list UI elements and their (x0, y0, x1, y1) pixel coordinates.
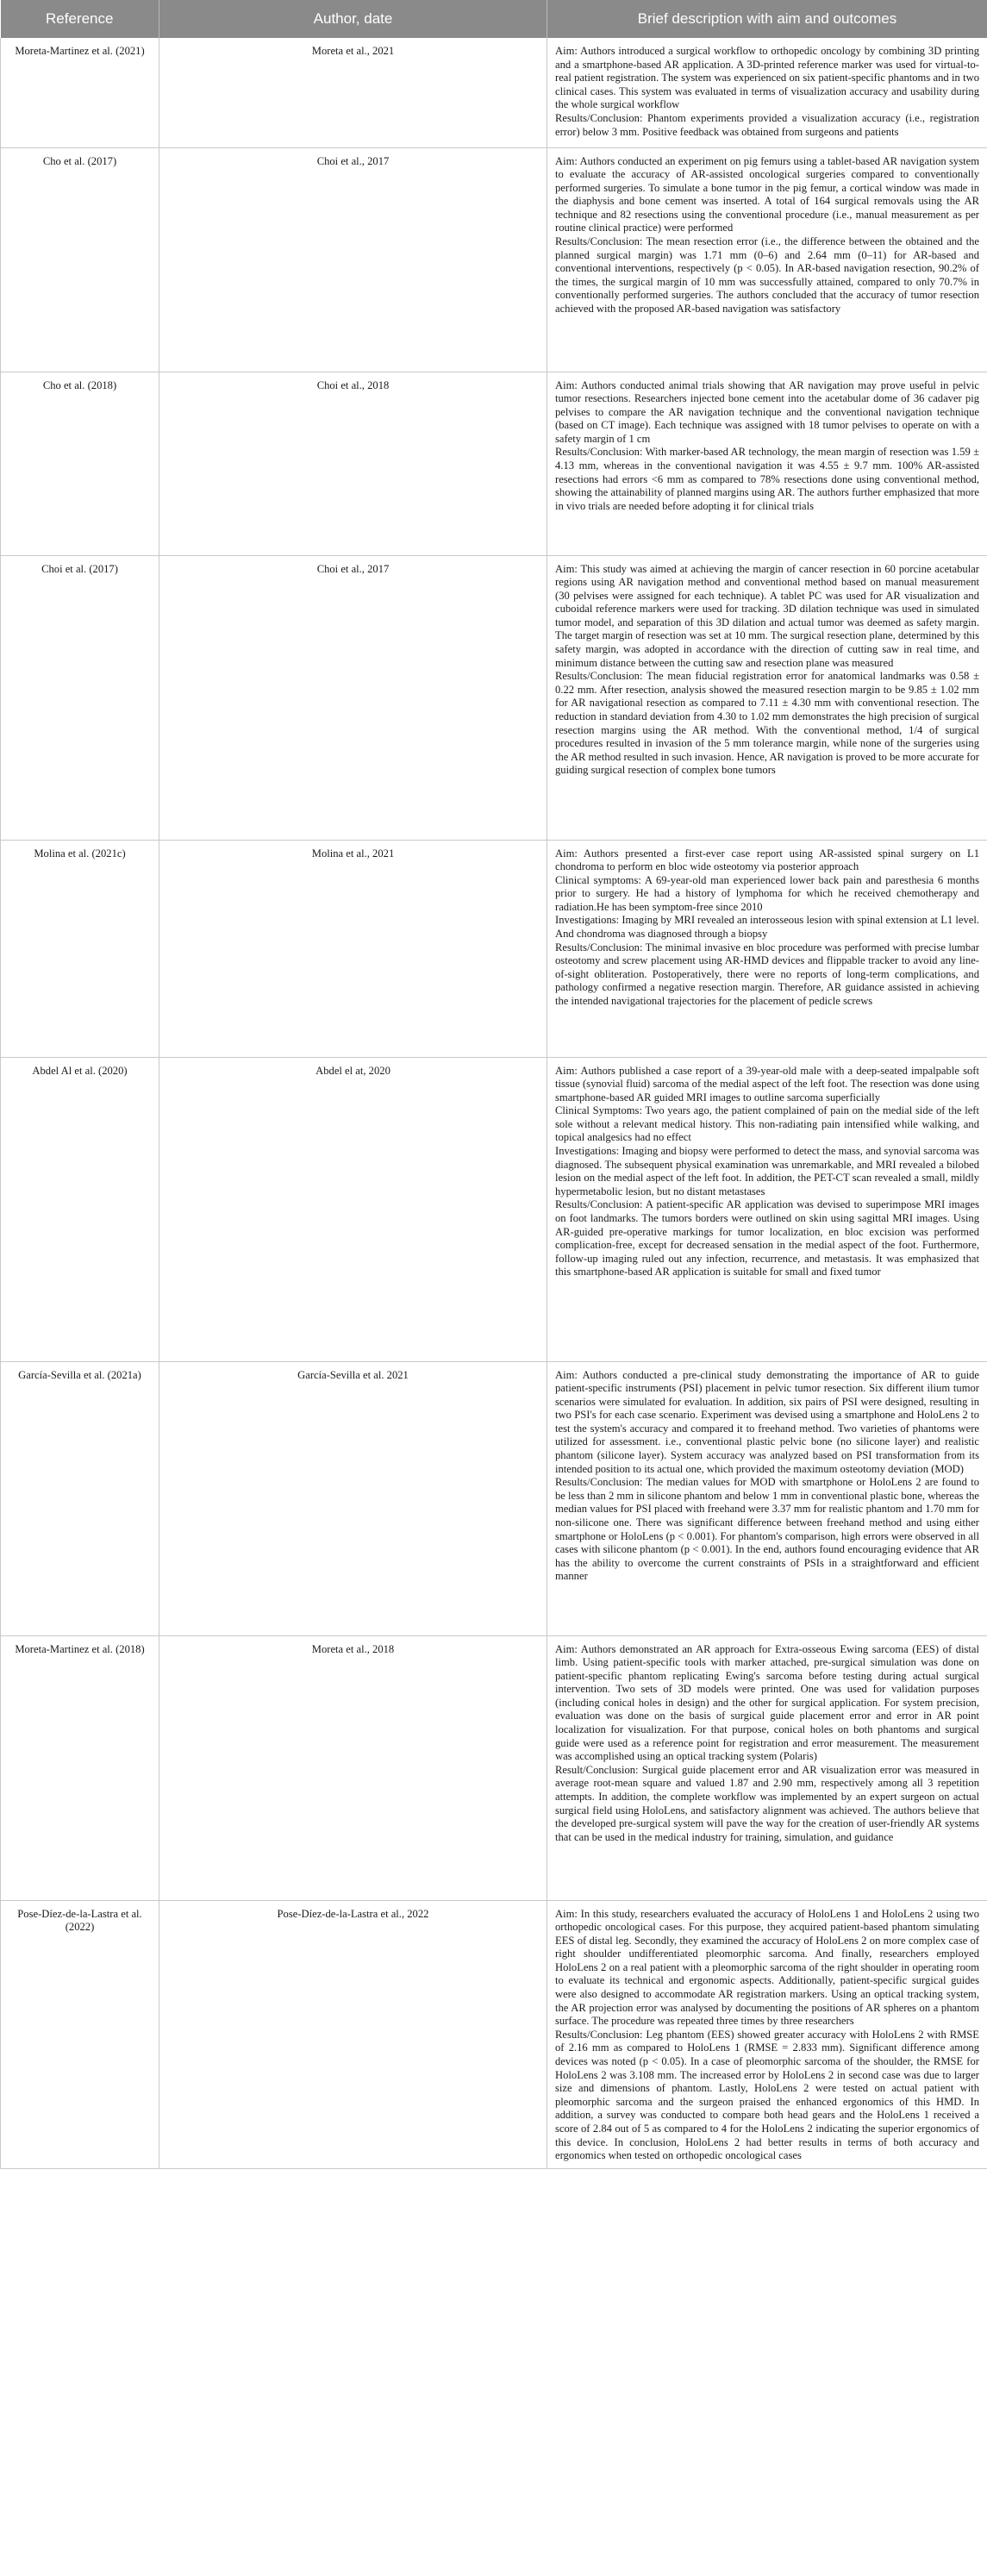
results-text: Results/Conclusion: Phantom experiments provided a visualization accuracy (i.e., registration error) below 3 mm. Positive feedback was obtained from surgeons and patients (555, 111, 979, 138)
description-cell (547, 147, 987, 372)
investigations-text: Investigations: Imaging and biopsy were performed to detect the mass, and synovial sarcoma was diagnosed. The subsequent physical examination was unremarkable, and MRI revealed a bilobed lesion on the medial aspect of the left foot. In addition, the PET-CT scan revealed a small, mildly hypermetabolic lesion, but no distant metastases (555, 1145, 979, 1197)
table-row (1, 1900, 987, 2168)
results-text: Results/Conclusion: The mean fiducial registration error for anatomical landmarks was 0.58 ± 0.22 mm. After resection, analysis showed the measured resection margin to be 9.85 ± 1.02 mm for AR navigational resection as compared to 7.11 ± 4.30 mm with conventional resection. The reduction in standard deviation from 4.30 to 1.02 mm demonstrates the high precision of surgical resection margins using the AR method. With the conventional method, 1/4 of surgical procedures resulted in invasion of the 5 mm tolerance margin, while none of the surgeries using the AR method resulted in such invasion. Hence, AR navigation is proved to be more accurate for guiding surgical resection of complex bone tumors (555, 670, 979, 777)
table-header (1, 0, 987, 38)
reference-cell: García-Sevilla et al. (2021a) (1, 1361, 159, 1635)
description-cell (547, 38, 987, 147)
clinical-symptoms-text: Clinical Symptoms: Two years ago, the patient complained of pain on the medial side of the left sole without a relevant medical history. This non-radiating pain intensified while walking, and topical analgesics had no effect (555, 1104, 979, 1144)
aim-text: Aim: Authors presented a first-ever case report using AR-assisted spinal surgery on L1 chondroma to perform en bloc wide osteotomy via posterior approach (555, 847, 979, 873)
reference-cell: Cho et al. (2017) (1, 147, 159, 372)
table-row (1, 1361, 987, 1635)
reference-cell: Pose-Díez-de-la-Lastra et al. (2022) (1, 1900, 159, 2168)
results-text: Results/Conclusion: Leg phantom (EES) showed greater accuracy with HoloLens 2 with RMSE of 2.16 mm as compared to HoloLens 1 (RMSE = 2.833 mm). Significant difference among devices was noted (p < 0.05). In a case of pleomorphic sarcoma of the shoulder, the RMSE for HoloLens 2 was 3.108 mm. The increased error by HoloLens 2 in second case was due to larger size and dimensions of phantom. Lastly, HoloLens 2 were tested on actual patient with pleomorphic sarcoma and the surgeon praised the enhanced ergonomics of this HMD. In addition, a survey was conducted to compare both head gears and the HoloLens 1 received a score of 2.84 out of 5 as compared to 4 for the HoloLens 2 indicating the superior ergonomics of this device. In conclusion, HoloLens 2 had better results in terms of both accuracy and ergonomics when tested on orthopedic oncological cases (555, 2028, 979, 2162)
table-row (1, 1057, 987, 1361)
author-date-cell: García-Sevilla et al. 2021 (159, 1361, 547, 1635)
results-text: Results/Conclusion: The minimal invasive en bloc procedure was performed with precise lumbar osteotomy and screw placement using AR-HMD devices and flippable tracker to avoid any line-of-sight obliteration. Postoperatively, there were no reports of long-term complications, and pathology confirmed a negative resection margin. Therefore, AR guidance assisted in achieving the intended navigational trajectories for the placement of pedicle screws (555, 941, 979, 1008)
aim-text: Aim: In this study, researchers evaluated the accuracy of HoloLens 1 and HoloLens 2 using two orthopedic oncological cases. For this purpose, they acquired patient-based phantom simulating EES of distal leg. Secondly, they examined the accuracy of HoloLens 2 on more complex case of right shoulder undifferentiated pleomorphic sarcoma. And finally, researchers employed HoloLens 2 on a real patient with a pleomorphic sarcoma of the right shoulder in operating room to evaluate its technical and ergonomic aspects. Additionally, patient-specific surgical guides were also designed to accommodate AR registration markers. Using an optical tracking system, the AR projection error was analysed by documenting the positions of AR spheres on a phantom surface. The procedure was repeated three times by three researchers (555, 1907, 979, 2028)
reference-cell: Moreta-Martinez et al. (2018) (1, 1635, 159, 1900)
description-cell (547, 1361, 987, 1635)
aim-text: Aim: Authors conducted a pre-clinical study demonstrating the importance of AR to guide patient-specific instruments (PSI) placement in pelvic tumor resection. Six different ilium tumor scenarios were simulated for evaluation. In addition, six pairs of PSI were designed, resulting in two PSI's for each case scenario. Experiment was devised using a smartphone and HoloLens 2 to test the system's accuracy and compared it to freehand method. Two varieties of phantoms were utilized for assessment. i.e., conventional plastic pelvic bone (no silicone layer) and realistic phantom (silicone layer). System accuracy was analyzed based on PSI transformation from its intended position to its actual one, which provided the maximum osteotomy deviation (MOD) (555, 1368, 979, 1475)
description-cell (547, 372, 987, 555)
description-cell (547, 555, 987, 840)
results-text: Results/Conclusion: The median values for MOD with smartphone or HoloLens 2 are found to be less than 2 mm in silicone phantom and below 1 mm in conventional plastic bone, whereas the median values for PSI placed with freehand were 3.37 mm for realistic phantom and 1.70 mm for non-silicone one. There was significant difference between freehand method and using either smartphone or HoloLens (p < 0.001). For phantom's comparison, high errors were observed in all cases with silicone phantom (p < 0.001). In the end, authors found encouraging evidence that AR has the ability to overcome the current constraints of PSIs in a straightforward and efficient manner (555, 1476, 979, 1583)
header-reference: Reference (1, 0, 159, 38)
author-date-cell: Moreta et al., 2018 (159, 1635, 547, 1900)
clinical-symptoms-text: Clinical symptoms: A 69-year-old man experienced lower back pain and paresthesia 6 months prior to surgery. He had a history of lymphoma for which he received chemotherapy and radiation.He has been symptom-free since 2010 (555, 873, 979, 913)
aim-text: Aim: Authors introduced a surgical workflow to orthopedic oncology by combining 3D printing and a smartphone-based AR application. A 3D-printed reference marker was used for virtual-to-real patient registration. The system was experienced on six patient-specific phantoms and in two clinical cases. This system was evaluated in terms of visualization accuracy and usability during the whole surgical workflow (555, 45, 979, 111)
reference-cell: Cho et al. (2018) (1, 372, 159, 555)
reference-cell: Choi et al. (2017) (1, 555, 159, 840)
description-cell (547, 1900, 987, 2168)
reference-cell: Moreta-Martinez et al. (2021) (1, 38, 159, 147)
investigations-text: Investigations: Imaging by MRI revealed an interosseous lesion with spinal extension at L1 level. And chondroma was diagnosed through a biopsy (555, 914, 979, 941)
description-cell (547, 840, 987, 1057)
table-row (1, 1635, 987, 1900)
results-text: Results/Conclusion: The mean resection error (i.e., the difference between the obtained and the planned surgical margin) was 1.71 mm (0–6) and 2.64 mm (0–11) for AR-based and conventional interventions, respectively (p < 0.05). In AR-based navigation resection, 90.2% of the times, the surgical margin of 10 mm was successfully attained, compared to only 70.7% in conventionally performed surgeries. The authors concluded that the accuracy of tumor resection achieved with the proposed AR-based navigation was satisfactory (555, 235, 979, 316)
description-cell (547, 1057, 987, 1361)
results-text: Results/Conclusion: With marker-based AR technology, the mean margin of resection was 1.59 ± 4.13 mm, whereas in the conventional navigation it was 4.55 ± 9.7 mm. 100% AR-assisted resections had errors <6 mm as compared to 78% resections done using conventional method, showing the attainability of planned margins using AR. The authors further emphasized that more in vivo trials are needed before adopting it for clinical trials (555, 446, 979, 512)
aim-text: Aim: Authors conducted animal trials showing that AR navigation may prove useful in pelvic tumor resections. Researchers injected bone cement into the acetabular dome of 36 cadaver pig pelvises to compare the AR navigation technique and the conventional navigation technique (based on CT image). Each technique was assigned with 18 tumor pelvises to operate on with a safety margin of 1 cm (555, 378, 979, 445)
table-row (1, 147, 987, 372)
aim-text: Aim: Authors demonstrated an AR approach for Extra-osseous Ewing sarcoma (EES) of distal limb. Using patient-specific tools with marker attached, pre-surgical simulation was done on patient-specific phantom replicating Ewing's sarcoma before testing during actual surgical intervention. Two sets of 3D models were printed. One was used for validation purposes (including conical holes in design) and the other for surgical application. For system precision, evaluation was done on the basis of surgical guide placement error and error in AR point localization for visualization. For that purpose, conical holes on both phantoms and surgical guide were used as a reference point for registration and error measurement. The measurement was accomplished using an optical tracking system (Polaris) (555, 1642, 979, 1763)
aim-text: Aim: Authors published a case report of a 39-year-old male with a deep-seated impalpable soft tissue (synovial fluid) sarcoma of the medial aspect of the left foot. The resection was done using smartphone-based AR guided MRI images to outline sarcoma superficially (555, 1064, 979, 1104)
author-date-cell: Choi et al., 2017 (159, 555, 547, 840)
results-text: Result/Conclusion: Surgical guide placement error and AR visualization error was measured in average root-mean square and valued 1.87 and 2.90 mm, respectively among all 3 repetition attempts. In addition, the complete workflow was implemented by an expert surgeon on actual surgical field using HoloLens, and satisfactory alignment was achieved. The authors believe that the developed pre-surgical system will pave the way for the creation of user-friendly AR systems that can be used in the medical industry for training, simulation, and guidance (555, 1763, 979, 1843)
header-description: Brief description with aim and outcomes (547, 0, 987, 38)
results-text: Results/Conclusion: A patient-specific AR application was devised to superimpose MRI images on foot landmarks. The tumors borders were outlined on skin using sagittal MRI images. Using AR-guided pre-operative markings for tumor localization, en bloc excision was performed complication-free, except for decreased sensation in the medial aspect of the foot. Furthermore, follow-up imaging ruled out any infection, recurrence, and metastasis. It was emphasized that this smartphone-based AR application is suitable for small and fixed tumor (555, 1198, 979, 1279)
author-date-cell: Pose-Díez-de-la-Lastra et al., 2022 (159, 1900, 547, 2168)
header-author-date: Author, date (159, 0, 547, 38)
aim-text: Aim: Authors conducted an experiment on pig femurs using a tablet-based AR navigation system to evaluate the accuracy of AR-assisted oncological surgeries compared to conventionally performed surgeries. To simulate a bone tumor in the pig femur, a cortical window was made in the diaphysis and bone cement was inserted. A total of 164 surgical removals using the AR technique and 82 resections using the conventional procedure (i.e., manual measurement as per routine clinical practice) were performed (555, 154, 979, 234)
author-date-cell: Choi et al., 2018 (159, 372, 547, 555)
reference-cell: Abdel Al et al. (2020) (1, 1057, 159, 1361)
author-date-cell: Molina et al., 2021 (159, 840, 547, 1057)
author-date-cell: Choi et al., 2017 (159, 147, 547, 372)
description-cell (547, 1635, 987, 1900)
author-date-cell: Abdel el at, 2020 (159, 1057, 547, 1361)
aim-text: Aim: This study was aimed at achieving the margin of cancer resection in 60 porcine acetabular regions using AR navigation method and conventional method based on manual measurement (30 pelvises were assigned for each technique). A tablet PC was used for AR visualization and cuboidal reference markers were used for tracking. 3D dilation technique was used in simulated tumor model, and separation of this 3D dilation and actual tumor was deemed as safety margin. The target margin of resection was set at 10 mm. The surgical resection plane, determined by this safety margin, was adopted in accordance with the direction of cutting saw in real time, and minimum distance between the cutting saw and resection plane was measured (555, 562, 979, 669)
table-row (1, 555, 987, 840)
table-row (1, 38, 987, 147)
author-date-cell: Moreta et al., 2021 (159, 38, 547, 147)
reference-cell: Molina et al. (2021c) (1, 840, 159, 1057)
table-row (1, 840, 987, 1057)
table-row (1, 372, 987, 555)
